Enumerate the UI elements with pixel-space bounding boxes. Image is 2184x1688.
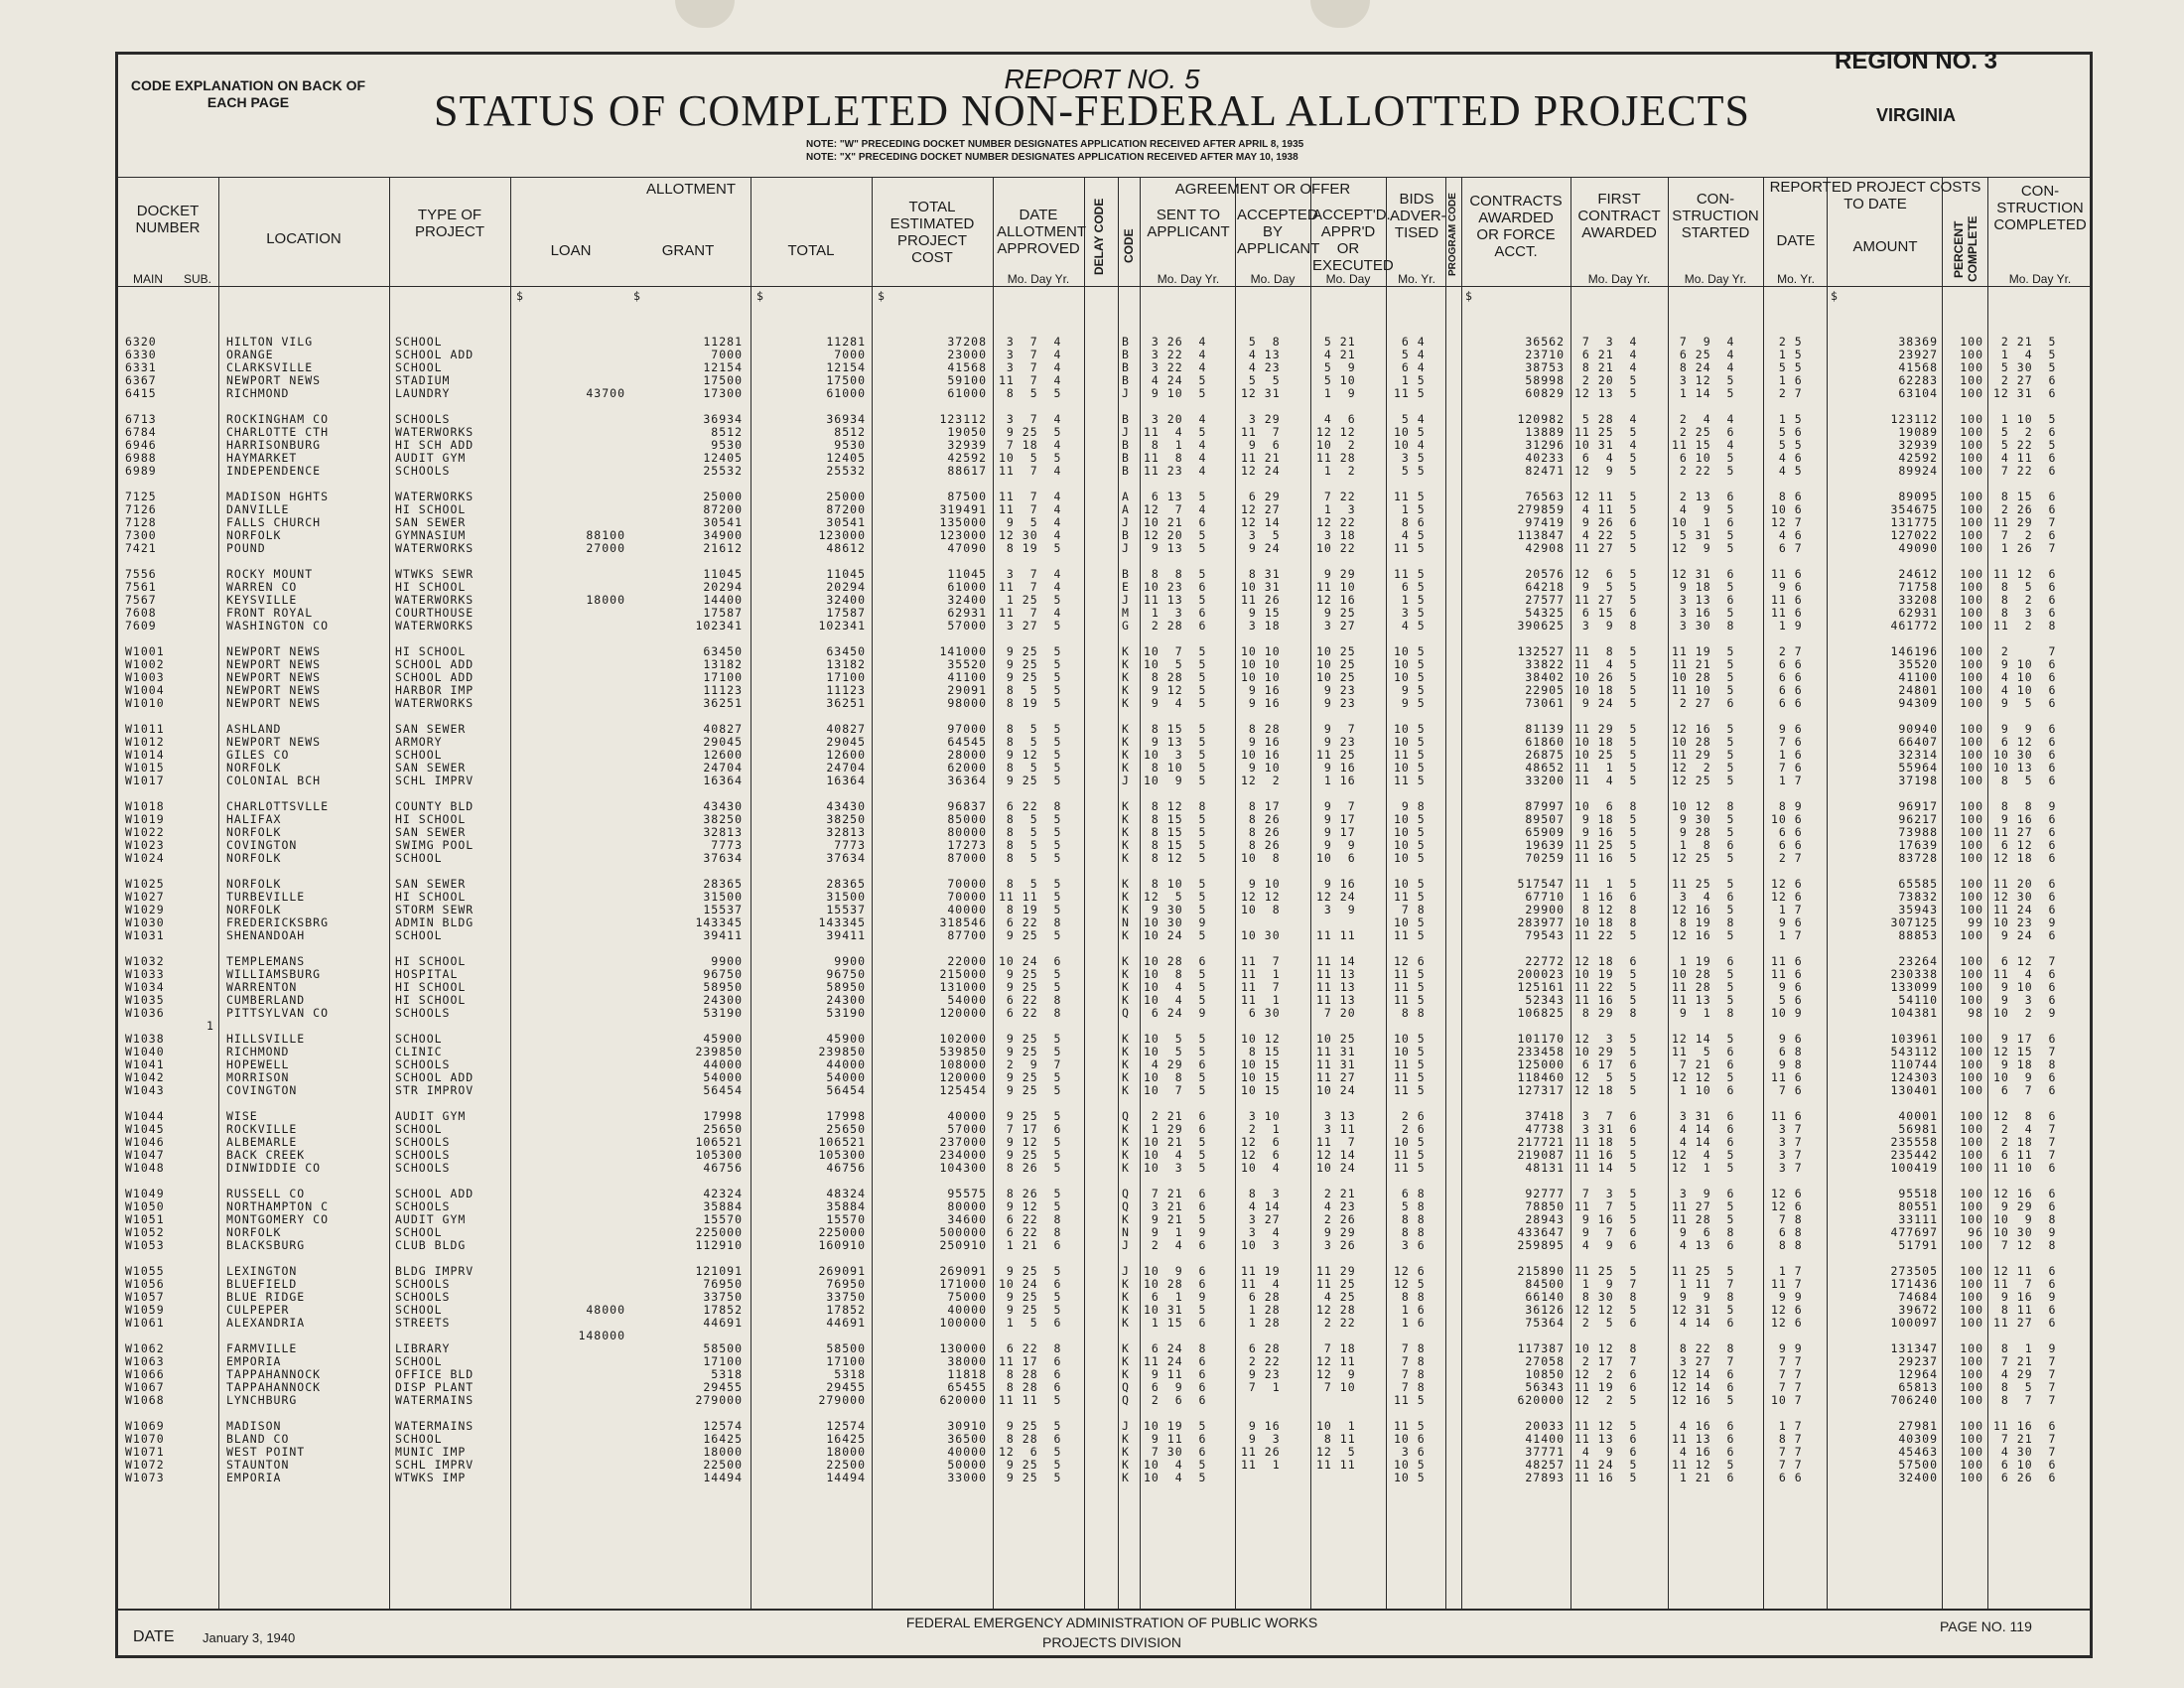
col-rule [1763, 177, 1764, 1609]
est-cost-column: 37208 23000 41568 59100 61000 123112 19050 32939 42592 88617 87500 319491 135000 123000 47090 11045 61000 32400 62931 57000 141000 35520 41100 29091 98000 97000 64545 28000 62000 36364 96837 85000 80000 17273 87000 70000 70000 40000 318546 87700 22000 215000 131000 54000 120000 102000 539850 108000 120000 125454 40000 57000 237000 234000 104300 95575 80000 34600 500000 250910 269091 171000 75000 40000 100000 130000 38000 11818 65455 620000 30910 36500 40000 50000 33000 [939, 335, 987, 1484]
col-rule [1445, 177, 1446, 1609]
footer-rule [115, 1609, 2093, 1611]
mo-yr: Mo. Yr. [1398, 272, 1435, 286]
mo-day: Mo. Day [1250, 272, 1296, 286]
mo-yr: Mo. Yr. [1777, 272, 1815, 286]
col-agreement: AGREEMENT OR OFFER [1174, 181, 1351, 198]
region-label: REGION NO. 3 [1834, 48, 1998, 74]
loan-column: 43700 88100 27000 18000 48000 148000 [578, 386, 625, 1342]
table-top-rule [115, 177, 2093, 178]
col-rule [1827, 177, 1828, 1609]
page-title: STATUS OF COMPLETED NON-FEDERAL ALLOTTED PROJECTS [433, 86, 1750, 135]
col-rule [218, 177, 219, 1609]
amount-column: 38369 23927 41568 62283 63104 123112 19089 32939 42592 89924 89095 354675 131775 127022 49090 24612 71758 33208 62931 461772 146196 35520 41100 24801 94309 90940 66407 32314 55964 37198 96917 96217 73988 17639 83728 65585 73832 35943 307125 88853 23264 230338 133099 54110 104381 103961 543112 110744 124303 130401 40001 56981 235558 235442 100419 95518 80551 33111 477697 51791 273505 171436 74684 39672 100097 131347 29237 12964 65813 706240 27981 40309 45463 57500 32400 [1890, 335, 1938, 1484]
bids-column: 6 4 5 4 6 4 1 5 11 5 5 4 10 5 10 4 3 5 5 5 11 5 1 5 8 6 4 5 11 5 11 5 6 5 1 5 3 5 4 5 10 5 10 5 10 5 9 5 9 5 10 5 10 5 11 5 10 5 11 5 9 8 10 5 10 5 10 5 10 5 10 5 11 5 7 8 10 5 11 5 12 6 11 5 11 5 11 5 8 8 10 5 10 5 11 5 11 5 11 5 2 6 2 6 10 5 11 5 11 5 6 8 5 8 8 8 8 8 3 6 12 6 12 5 8 8 1 6 1 6 7 8 7 8 7 8 7 8 11 5 11 5 10 6 3 6 10 5 10 5 [1394, 335, 1426, 1484]
footer-date-label: DATE [133, 1628, 175, 1645]
report-number: REPORT NO. 5 [1004, 64, 1200, 94]
col-rule [1668, 177, 1669, 1609]
footer-agency: FEDERAL EMERGENCY ADMINISTRATION OF PUBLIC WORKS [905, 1615, 1318, 1630]
percent-column: 100 100 100 100 100 100 100 100 100 100 100 100 100 100 100 100 100 100 100 100 100 100 100 100 100 100 100 100 100 100 100 100 100 100 100 100 100 100 99 100 100 100 100 100 98 100 100 100 100 100 100 100 100 100 100 100 100 100 96 100 100 100 100 100 100 100 100 100 100 100 100 100 100 100 100 [1960, 335, 1983, 1484]
col-acceptd: ACCEPT'D. APPR'D OR EXECUTED [1312, 207, 1394, 274]
punch-hole [675, 0, 735, 28]
col-rule [1118, 177, 1119, 1609]
sent-column: 3 26 4 3 22 4 3 22 4 4 24 5 9 10 5 3 20 4 11 4 5 8 1 4 11 8 4 11 23 4 6 13 5 12 7 4 10 21 6 12 20 5 9 13 5 8 8 5 10 23 6 11 13 5 1 3 6 2 28 6 10 7 5 10 5 5 8 28 5 9 12 5 9 4 5 8 15 5 9 13 5 10 3 5 8 10 5 10 9 5 8 12 8 8 15 5 8 15 5 8 15 5 8 12 5 8 10 5 12 5 5 9 30 5 10 30 9 10 24 5 10 28 6 10 8 5 10 4 5 10 4 5 6 24 9 10 5 5 10 5 5 4 29 6 10 8 5 10 7 5 2 21 6 1 29 6 10 21 5 10 4 5 10 3 5 7 21 6 3 21 6 9 21 5 9 1 9 2 4 6 10 9 6 10 28 6 6 1 9 10 31 5 1 15 6 6 24 8 11 24 6 9 11 6 6 9 6 2 6 6 10 19 5 9 11 6 7 30 6 10 4 5 10 4 5 [1144, 335, 1207, 1484]
dollar-sign: $ [1831, 289, 1839, 303]
dollar-sign: $ [1465, 289, 1473, 303]
col-rule [1235, 177, 1236, 1609]
accepted-column: 5 8 4 13 4 23 5 5 12 31 3 29 11 7 9 6 11 21 12 24 6 29 12 27 12 14 3 5 9 24 8 31 10 31 11 26 9 15 3 18 10 10 10 10 10 10 9 16 9 16 8 28 9 16 10 16 9 10 12 2 8 17 8 26 8 26 8 26 10 8 9 10 12 12 10 8 10 30 11 7 11 1 11 7 11 1 6 30 10 12 8 15 10 15 10 15 10 15 3 10 2 1 12 6 12 6 10 4 8 3 4 14 3 27 3 4 10 3 11 19 11 4 6 28 1 28 1 28 6 28 2 22 9 23 7 1 9 16 9 3 11 26 11 1 [1241, 335, 1281, 1472]
location-column: HILTON VILG ORANGE CLARKSVILLE NEWPORT NEWS RICHMOND ROCKINGHAM CO CHARLOTTE CTH HARRISONBURG HAYMARKET INDEPENDENCE MADISON HGHTS DANVILLE FALLS CHURCH NORFOLK POUND ROCKY MOUNT WARREN CO KEYSVILLE FRONT ROYAL WASHINGTON CO NEWPORT NEWS NEWPORT NEWS NEWPORT NEWS NEWPORT NEWS NEWPORT NEWS ASHLAND NEWPORT NEWS GILES CO NORFOLK COLONIAL BCH CHARLOTTSVLLE HALIFAX NORFOLK COVINGTON NORFOLK NORFOLK TURBEVILLE NORFOLK FREDERICKSBRG SHENANDOAH TEMPLEMANS WILLIAMSBURG WARRENTON CUMBERLAND PITTSYLVAN CO HILLSVILLE RICHMOND HOPEWELL MORRISON COVINGTON WISE ROCKVILLE ALBEMARLE BACK CREEK DINWIDDIE CO RUSSELL CO NORTHAMPTON C MONTGOMERY CO NORFOLK BLACKSBURG LEXINGTON BLUEFIELD BLUE RIDGE CULPEPER ALEXANDRIA FARMVILLE EMPORIA TAPPAHANNOCK TAPPAHANNOCK LYNCHBURG MADISON BLAND CO WEST POINT STAUNTON EMPORIA [226, 335, 330, 1484]
col-bids: BIDS ADVER-TISED [1390, 191, 1446, 241]
grant-column: 11281 7000 12154 17500 17300 36934 8512 9530 12405 25532 25000 87200 30541 34900 21612 11045 20294 14400 17587 102341 63450 13182 17100 11123 36251 40827 29045 12600 24704 16364 43430 38250 32813 7773 37634 28365 31500 15537 143345 39411 9900 96750 58950 24300 53190 45900 239850 44000 54000 56454 17998 25650 106521 105300 46756 42324 35884 15570 225000 112910 121091 76950 33750 17852 44691 58500 17100 5318 29455 279000 12574 16425 18000 22500 14494 [695, 335, 743, 1484]
state-label: VIRGINIA [1875, 105, 1956, 125]
col-sub: SUB. [183, 272, 211, 286]
mo-day: Mo. Day [1325, 272, 1371, 286]
report-date-column: 2 5 1 5 5 5 1 6 2 7 1 5 5 6 5 5 4 6 4 5 8 6 10 6 12 7 4 6 6 7 11 6 9 6 11 6 11 6 1 9 2 7 6 6 6 6 6 6 6 6 9 6 7 6 1 6 7 6 1 7 8 9 10 6 6 6 6 6 2 7 12 6 12 6 1 7 9 6 1 7 11 6 11 6 9 6 5 6 10 9 9 6 6 8 9 8 11 6 7 6 11 6 3 7 3 7 3 7 3 7 12 6 12 6 7 8 6 8 8 8 1 7 11 7 9 9 12 6 12 6 9 9 7 7 7 7 7 7 10 7 1 7 8 7 7 7 7 7 6 6 [1771, 335, 1803, 1484]
col-program-code: PROGRAM CODE [1447, 193, 1458, 276]
approved-column: 3 7 4 3 7 4 3 7 4 11 7 4 8 5 5 3 7 4 9 25 5 7 18 4 10 5 5 11 7 4 11 7 4 11 7 4 9 5 4 12 30 4 8 19 5 3 7 4 11 7 4 1 25 5 11 7 4 3 27 5 9 25 5 9 25 5 9 25 5 8 5 5 8 19 5 8 5 5 8 5 5 9 12 5 8 5 5 9 25 5 6 22 8 8 5 5 8 5 5 8 5 5 8 5 5 8 5 5 11 11 5 8 19 5 6 22 8 9 25 5 10 24 6 9 25 5 9 25 5 6 22 8 6 22 8 9 25 5 9 25 5 2 9 7 9 25 5 9 25 5 9 25 5 7 17 6 9 12 5 9 25 5 8 26 5 8 26 5 9 12 5 6 22 8 6 22 8 1 21 6 9 25 5 10 24 6 9 25 5 9 25 5 1 5 6 6 22 8 11 17 6 8 28 6 8 28 6 11 11 5 9 25 5 8 28 6 12 6 5 9 25 5 9 25 5 [999, 335, 1062, 1484]
header-bottom-rule [115, 286, 2093, 287]
col-rule [115, 177, 116, 1609]
sub-column: 1 [206, 1019, 214, 1033]
contracts-column: 36562 23710 38753 58998 60829 120982 13889 31296 40233 82471 76563 279859 97419 113847 42908 20576 64218 27577 54325 390625 132527 33822 38402 22905 73061 81139 61860 26875 48652 33200 87997 89507 65909 19639 70259 517547 67710 29900 283977 79543 22772 200023 125161 52343 106825 101170 233458 125000 118460 127317 37418 47738 217721 219087 48131 92777 78850 28943 433647 259895 215890 84500 66140 36126 75364 117387 27058 10850 56343 620000 20033 41400 37771 48257 27893 [1517, 335, 1565, 1484]
col-loan: LOAN [550, 242, 592, 259]
col-rule [1140, 177, 1141, 1609]
col-type: TYPE OF PROJECT [414, 207, 484, 240]
footer-division: PROJECTS DIVISION [1041, 1634, 1182, 1650]
col-rule [510, 177, 511, 1609]
col-rep-date: DATE [1776, 232, 1816, 249]
col-amount: AMOUNT [1852, 238, 1918, 255]
note-w: NOTE: "W" PRECEDING DOCKET NUMBER DESIGNATES APPLICATION RECEIVED AFTER APRIL 8, 1935 [806, 139, 1304, 150]
code-column: B B B B J B J B B B A A J B J B E J M G K K K K K K K K K J K K K K K K K K N K K K K K Q K K K K K Q K K K K Q Q K N J J K K K K K K K Q Q J K K K K [1122, 335, 1130, 1484]
type-column: SCHOOL SCHOOL ADD SCHOOL STADIUM LAUNDRY SCHOOLS WATERWORKS HI SCH ADD AUDIT GYM SCHOOLS WATERWORKS HI SCHOOL SAN SEWER GYMNASIUM WATERWORKS WTWKS SEWR HI SCHOOL WATERWORKS COURTHOUSE WATERWORKS HI SCHOOL SCHOOL ADD SCHOOL ADD HARBOR IMP WATERWORKS SAN SEWER ARMORY SCHOOL SAN SEWER SCHL IMPRV COUNTY BLD HI SCHOOL SAN SEWER SWIMG POOL SCHOOL SAN SEWER HI SCHOOL STORM SEWR ADMIN BLDG SCHOOL HI SCHOOL HOSPITAL HI SCHOOL HI SCHOOL SCHOOLS SCHOOL CLINIC SCHOOLS SCHOOL ADD STR IMPROV AUDIT GYM SCHOOL SCHOOLS SCHOOLS SCHOOLS SCHOOL ADD SCHOOLS AUDIT GYM SCHOOL CLUB BLDG BLDG IMPRV SCHOOLS SCHOOLS SCHOOL STREETS LIBRARY SCHOOL OFFICE BLD DISP PLANT WATERMAINS WATERMAINS SCHOOL MUNIC IMP SCHL IMPRV WTWKS IMP [395, 335, 475, 1484]
dollar-sign: $ [516, 289, 524, 303]
col-rule [1386, 177, 1387, 1609]
col-rule [872, 177, 873, 1609]
construction-started-column: 7 9 4 6 25 4 8 24 4 3 12 5 1 14 5 2 4 4 2 25 6 11 15 4 6 10 5 2 22 5 2 13 6 4 9 5 10 1 6 5 31 5 12 9 5 12 31 6 9 18 5 3 13 6 3 16 5 3 30 8 11 19 5 11 21 5 10 28 5 11 10 5 2 27 6 12 16 5 10 28 5 11 29 5 12 2 5 12 25 5 10 12 8 9 30 5 9 28 5 1 8 6 12 25 5 11 25 5 3 4 6 12 16 5 8 19 8 12 16 5 1 19 6 10 28 5 11 28 5 11 13 5 9 1 8 12 14 5 11 5 6 7 21 6 12 12 5 1 10 6 3 31 6 4 14 6 4 14 6 12 4 5 12 1 5 3 9 6 11 27 5 11 28 5 9 6 8 4 13 6 11 25 5 1 11 7 9 9 8 12 31 5 4 14 6 8 22 8 3 27 7 12 14 6 12 14 6 12 16 5 4 16 6 11 13 6 4 16 6 11 12 5 1 21 6 [1672, 335, 1735, 1484]
col-rule [1461, 177, 1462, 1609]
col-delay-code: DELAY CODE [1092, 198, 1106, 275]
dollar-sign: $ [633, 289, 641, 303]
code-explanation-note: CODE EXPLANATION ON BACK OF EACH PAGE [130, 77, 366, 110]
report-table [115, 177, 2093, 1609]
col-construction-started: CON-STRUCTION STARTED [1672, 191, 1759, 241]
col-date-approved: DATE ALLOTMENT APPROVED [997, 207, 1087, 257]
col-first-contract: FIRST CONTRACT AWARDED [1577, 191, 1661, 241]
dollar-sign: $ [878, 289, 886, 303]
footer-date-value: January 3, 1940 [203, 1630, 296, 1645]
col-percent: PERCENT COMPLETE [1952, 215, 1979, 282]
mo-day-yr: Mo. Day Yr. [1684, 272, 1747, 286]
col-main: MAIN [133, 272, 163, 286]
col-reported-costs: REPORTED PROJECT COSTS TO DATE [1769, 179, 1981, 212]
punch-hole [1310, 0, 1370, 28]
col-contracts: CONTRACTS AWARDED OR FORCE ACCT. [1469, 193, 1563, 260]
col-rule [1570, 177, 1571, 1609]
construction-completed-column: 2 21 5 1 4 5 5 30 5 2 27 6 12 31 6 1 10 5 5 2 6 5 22 5 4 11 6 7 22 6 8 15 6 2 26 6 11 29 7 7 2 6 1 26 7 11 12 6 8 5 6 8 2 6 8 3 6 11 2 8 2 7 9 10 6 4 10 6 4 10 6 9 5 6 9 9 6 6 12 6 10 30 6 10 13 6 8 5 6 8 8 9 9 16 6 11 27 6 6 12 6 12 18 6 11 20 6 12 30 6 11 24 6 10 23 9 9 24 6 6 12 7 11 4 6 9 10 6 9 3 6 10 2 9 9 17 6 12 15 7 9 18 8 10 9 6 6 7 6 12 8 6 2 4 7 2 18 7 6 11 7 11 10 6 12 16 6 9 29 6 10 9 8 10 30 9 7 12 8 12 11 6 11 7 6 9 16 9 8 11 6 11 27 6 8 1 9 7 21 7 4 29 7 8 5 7 8 7 7 11 16 6 7 21 7 4 30 7 6 10 6 6 26 6 [1993, 335, 2057, 1484]
first-contract-column: 7 3 4 6 21 4 8 21 4 2 20 5 12 13 5 5 28 4 11 25 5 10 31 4 6 4 5 12 9 5 12 11 5 4 11 5 9 26 6 4 22 5 11 27 5 12 6 5 9 5 5 11 27 5 6 15 6 3 9 8 11 8 5 11 4 5 10 26 5 10 18 5 9 24 5 11 29 5 10 18 5 10 25 5 11 1 5 11 4 5 10 6 8 9 18 5 9 16 5 11 25 5 11 16 5 11 1 5 1 16 6 8 12 8 10 18 8 11 22 5 12 18 6 10 19 5 11 22 5 11 16 5 8 29 8 12 3 5 10 29 5 6 17 6 12 5 5 12 18 5 3 7 6 3 31 6 11 18 5 11 16 5 11 14 5 7 3 5 11 7 5 9 16 5 9 7 6 4 9 6 11 25 5 1 9 7 8 30 8 12 12 5 2 5 6 10 12 8 2 17 7 12 2 6 11 19 6 12 2 5 11 12 5 11 13 6 4 9 6 11 24 5 11 16 5 [1574, 335, 1638, 1484]
col-total: TOTAL [787, 242, 835, 259]
col-rule [1084, 177, 1085, 1609]
col-grant: GRANT [661, 242, 715, 259]
col-docket: DOCKET NUMBER [135, 203, 201, 236]
total-column: 11281 7000 12154 17500 61000 36934 8512 9530 12405 25532 25000 87200 30541 123000 48612 11045 20294 32400 17587 102341 63450 13182 17100 11123 36251 40827 29045 12600 24704 16364 43430 38250 32813 7773 37634 28365 31500 15537 143345 39411 9900 96750 58950 24300 53190 45900 239850 44000 54000 56454 17998 25650 106521 105300 46756 48324 35884 15570 225000 160910 269091 76950 33750 17852 44691 58500 17100 5318 29455 279000 12574 16425 18000 22500 14494 [818, 335, 866, 1484]
col-allotment: ALLOTMENT [645, 181, 736, 198]
col-rule [1987, 177, 1988, 1609]
col-rule [1942, 177, 1943, 1609]
mo-day-yr: Mo. Day Yr. [1007, 272, 1070, 286]
executed-column: 5 21 4 21 5 9 5 10 1 9 4 6 12 12 10 2 11 28 1 2 7 22 1 3 12 22 3 18 10 22 9 29 11 10 12 16 9 25 3 27 10 25 10 25 10 25 9 23 9 23 9 7 9 23 11 25 9 16 1 16 9 7 9 17 9 17 9 9 10 6 9 16 12 24 3 9 11 11 11 14 11 13 11 13 11 13 7 20 10 25 11 31 11 31 11 27 10 24 3 13 3 11 11 7 12 14 10 24 2 21 4 23 2 26 9 29 3 26 11 29 11 25 4 25 12 28 2 22 7 18 12 11 12 9 7 10 10 1 8 11 12 5 11 11 [1316, 335, 1356, 1472]
mo-day-yr: Mo. Day Yr. [2008, 272, 2072, 286]
docket-column: 6320 6330 6331 6367 6415 6713 6784 6946 6988 6989 7125 7126 7128 7300 7421 7556 7561 7567 7608 7609 W1001 W1002 W1003 W1004 W1010 W1011 W1012 W1014 W1015 W1017 W1018 W1019 W1022 W1023 W1024 W1025 W1027 W1029 W1030 W1031 W1032 W1033 W1034 W1035 W1036 W1038 W1040 W1041 W1042 W1043 W1044 W1045 W1046 W1047 W1048 W1049 W1050 W1051 W1052 W1053 W1055 W1056 W1057 W1059 W1061 W1062 W1063 W1066 W1067 W1068 W1069 W1070 W1071 W1072 W1073 [125, 335, 165, 1484]
mo-day-yr: Mo. Day Yr. [1587, 272, 1651, 286]
footer-page-number: PAGE NO. 119 [1940, 1618, 2032, 1634]
col-rule [1310, 177, 1311, 1609]
col-accepted: ACCEPTED BY APPLICANT [1237, 207, 1320, 257]
col-rule [389, 177, 390, 1609]
note-x: NOTE: "X" PRECEDING DOCKET NUMBER DESIGNATES APPLICATION RECEIVED AFTER MAY 10, 1938 [806, 152, 1298, 163]
col-location: LOCATION [266, 230, 341, 247]
col-construction-completed: CON-STRUCTION COMPLETED [1993, 183, 2087, 233]
col-rule [993, 177, 994, 1609]
col-est-cost: TOTAL ESTIMATED PROJECT COST [889, 199, 975, 266]
mo-day-yr: Mo. Day Yr. [1157, 272, 1220, 286]
dollar-sign: $ [756, 289, 764, 303]
col-sent: SENT TO APPLICANT [1147, 207, 1230, 240]
col-code: CODE [1122, 228, 1136, 264]
